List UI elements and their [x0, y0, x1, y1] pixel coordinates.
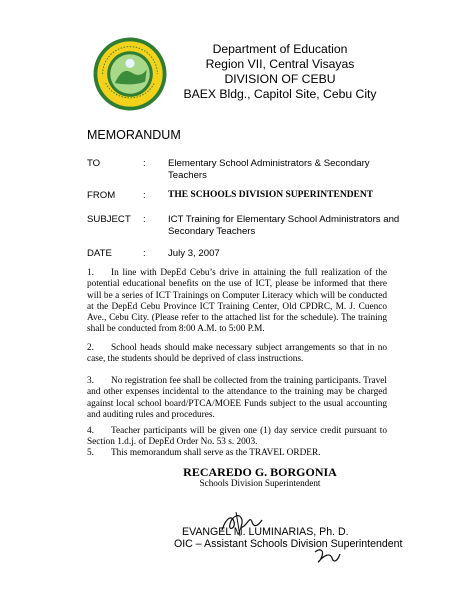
- field-from-value: THE SCHOOLS DIVISION SUPERINTENDENT: [168, 190, 374, 200]
- paragraph-text: This memorandum shall serve as the TRAVEL ORDER.: [111, 448, 321, 458]
- paragraph-text: School heads should make necessary subject arrangements so that in no case, the students should be deprived of class instructions.: [87, 343, 387, 365]
- paragraph-text: In line with DepEd Cebu’s drive in attaining the full realization of the potential educational benefits on the use of ICT, please be informed that there will be a series of ICT Trainings on Computer Literacy which will be conducted at the DepEd Cebu Province ICT Training Center, Old CPDRC, M. J. Cuenco Ave., Cebu City. (Please refer to the attached list for the schedule). The training shall be conducted from 8:00 A.M. to 5:00 P.M.: [87, 268, 387, 335]
- field-subject-value: ICT Training for Elementary School Administrators and Secondary Teachers: [168, 214, 400, 237]
- paragraph-5: [87, 448, 387, 459]
- field-from-colon: :: [143, 190, 146, 201]
- paragraph-text: Teacher participants will be given one (1) day service credit pursuant to Section 1.d.j. of DepEd Order No. 53 s. 2003.: [87, 426, 387, 448]
- header-department: Department of Education: [212, 42, 348, 56]
- paragraph-number: 4.: [87, 426, 94, 436]
- field-date-label: DATE: [87, 248, 112, 259]
- field-date-colon: :: [143, 248, 146, 259]
- paragraph-4: [87, 426, 387, 449]
- signatory-title: Schools Division Superintendent: [199, 478, 321, 488]
- field-to-colon: :: [143, 158, 146, 169]
- paragraph-text: No registration fee shall be collected from the training participants. Travel and other expenses incidental to the attendance to the training may be charged against local school board/PTCA/MOEE Funds subject to the usual accounting and auditing rules and procedures.: [87, 376, 387, 420]
- field-to-label: TO: [87, 158, 101, 169]
- paragraph-number: 5.: [87, 448, 94, 458]
- memo-title: MEMORANDUM: [87, 128, 181, 142]
- header-division: DIVISION OF CEBU: [224, 72, 336, 86]
- field-date-value: July 3, 2007: [168, 248, 220, 259]
- oic-title: OIC – Assistant Schools Division Superintendent: [174, 538, 403, 550]
- paragraph-number: 2.: [87, 343, 94, 353]
- field-subject-colon: :: [143, 214, 146, 225]
- signatory-name: RECAREDO G. BORGONIA: [183, 465, 337, 479]
- field-to-value: Elementary School Administrators & Secondary Teachers: [168, 158, 370, 181]
- deped-seal-icon: [92, 36, 168, 112]
- field-subject-label: SUBJECT: [87, 214, 131, 225]
- paragraph-2: [87, 343, 387, 366]
- header-address: BAEX Bldg., Capitol Site, Cebu City: [183, 87, 377, 101]
- paragraph-number: 1.: [87, 268, 94, 278]
- paragraph-1: [87, 268, 387, 336]
- header-region: Region VII, Central Visayas: [205, 57, 355, 71]
- oic-name: EVANGEL M. LUMINARIAS, Ph. D.: [182, 526, 349, 538]
- field-from-label: FROM: [87, 190, 116, 201]
- paragraph-number: 3.: [87, 376, 94, 386]
- paragraph-3: [87, 376, 387, 421]
